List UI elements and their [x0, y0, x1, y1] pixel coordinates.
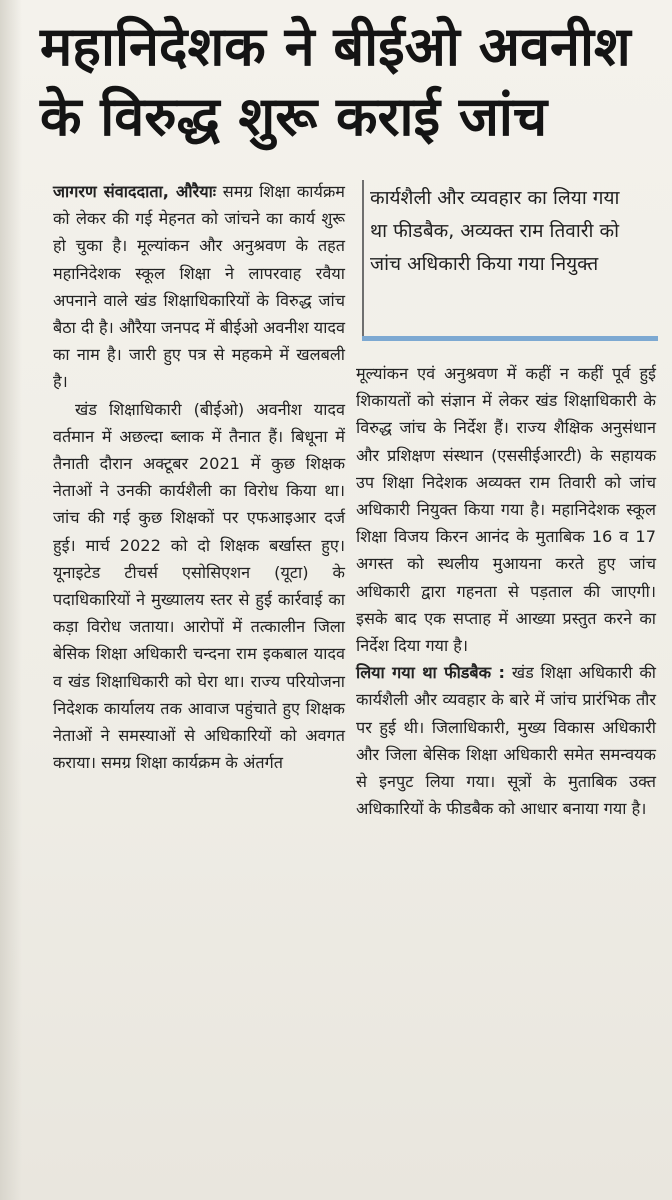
page-fold-shadow [0, 0, 22, 1200]
feedback-lead: लिया गया था फीडबैक : [356, 663, 505, 683]
subheading: कार्यशैली और व्यवहार का लिया गया था फीडबैक, अव्यक्त राम तिवारी को जांच अधिकारी किया गया नियुक्त [370, 187, 620, 275]
byline: जागरण संवाददाता, औरैयाः [53, 182, 217, 201]
subheading-rule [362, 336, 658, 341]
paragraph-background: खंड शिक्षाधिकारी (बीईओ) अवनीश यादव वर्तमान में अछल्दा ब्लाक में तैनात हैं। बिधूना में तैनाती दौरान अक्टूबर 2021 में कुछ शिक्षक नेताओं ने उनकी कार्यशैली का विरोध किया था। जांच की गई कुछ शिक्षकों पर एफआइआर दर्ज हुई। मार्च 2022 को दो शिक्षक बर्खास्त हुए। यूनाइटेड टीचर्स एसोसिएशन (यूटा) के पदाधिकारियों ने मुख्यालय स्तर से हुई कार्रवाई का कड़ा विरोध जताया। आरोपों में तत्कालीन जिला बेसिक शिक्षा अधिकारी चन्दना राम इकबाल यादव व खंड शिक्षाधिकारी को घेरा था। राज्य परियोजना निदेशक कार्यालय तक आवाज पहुंचाते हुए शिक्षक नेताओं ने समस्याओं से अधिकारियों को अवगत कराया। समग्र शिक्षा कार्यक्रम के अंतर्गत [53, 399, 345, 773]
headline [40, 12, 660, 152]
paragraph-investigation: मूल्यांकन एवं अनुश्रवण में कहीं न कहीं पूर्व हुई शिकायतों को संज्ञान में लेकर खंड शिक्षाधिकारी के विरुद्ध जांच के निर्देश हैं। राज्य शैक्षिक अनुसंधान और प्रशिक्षण संस्थान (एससीईआरटी) के सहायक उप शिक्षा निदेशक अव्यक्त राम तिवारी को जांच अधिकारी नियुक्त किया गया है। महानिदेशक स्कूल शिक्षा विजय किरन आनंद के मुताबिक 16 व 17 अगस्त को स्थलीय मुआयना करते हुए जांच अधिकारी द्वारा गहनता से पड़ताल की जाएगी। इसके बाद एक सप्ताह में आख्या प्रस्तुत करने का निर्देश दिया गया है। [356, 364, 656, 656]
article-column-right [356, 360, 656, 822]
headline-line-1: महानिदेशक ने बीईओ अवनीश [40, 15, 631, 78]
article-column-left [53, 178, 345, 776]
paragraph-feedback [356, 659, 656, 822]
paragraph-feedback-text: खंड शिक्षा अधिकारी की कार्यशैली और व्यवहार के बारे में जांच प्रारंभिक तौर पर हुई थी। जिलाधिकारी, मुख्य विकास अधिकारी और जिला बेसिक शिक्षा अधिकारी समेत समन्वयक से इनपुट लिया गया। सूत्रों के मुताबिक उक्त अधिकारियों के फीडबैक को आधार बनाया गया है। [356, 663, 656, 819]
paragraph-intro-text: समग्र शिक्षा कार्यक्रम को लेकर की गई मेहनत को जांचने का कार्य शुरू हो चुका है। मूल्यांकन और अनुश्रवण के तहत महानिदेशक स्कूल शिक्षा ने लापरवाह रवैया अपनाने वाले खंड शिक्षाधिकारियों के विरुद्ध जांच बैठा दी है। औरैया जनपद में बीईओ अवनीश यादव का नाम है। जारी हुए पत्र से महकमे में खलबली है। [53, 182, 345, 392]
paragraph-intro [53, 178, 345, 396]
headline-line-2: के विरुद्ध शुरू कराई जांच [40, 85, 548, 148]
